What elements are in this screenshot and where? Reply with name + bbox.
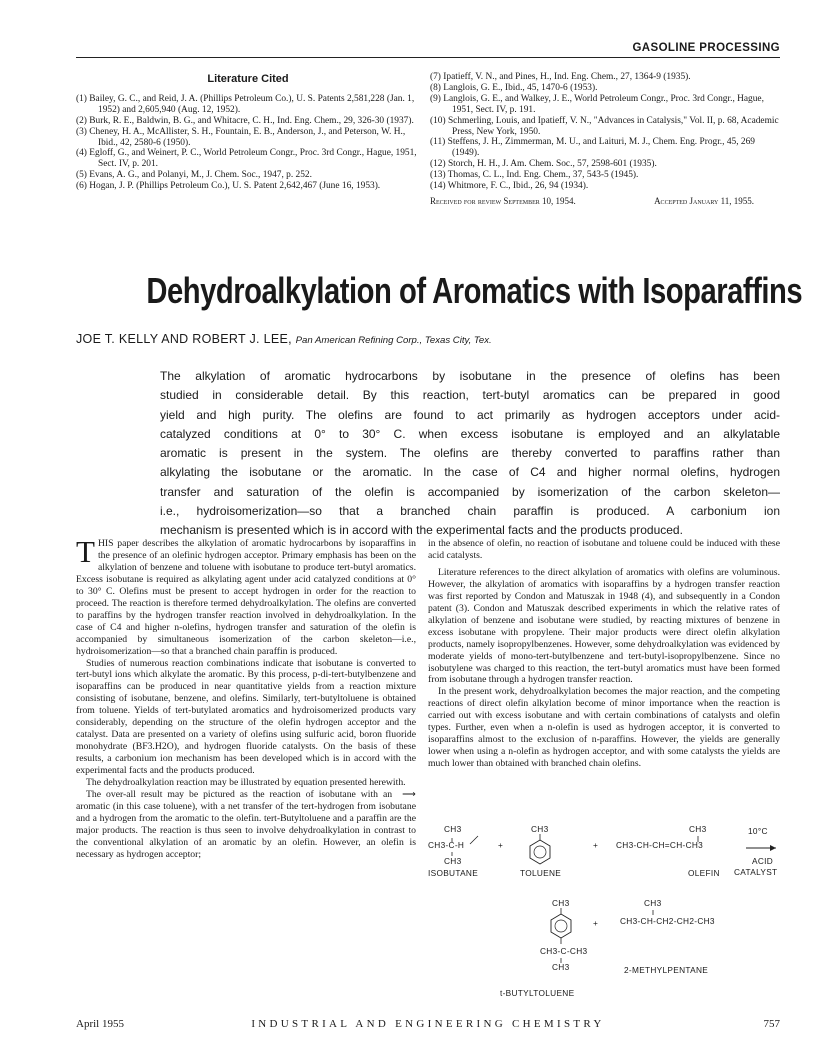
isobutane-formula: CH3 [444,856,462,866]
body-paragraph: THIS paper describes the alkylation of aromatic hydrocarbons by isoparaffins in the presence of an olefinic hydrogen acceptor. Primary emphasis has been on the alkylation of benzene and toluene with isobutane to produce tert-butyl aromatics. Excess isobutane is required as alkylating agent under acid catalyzed conditions at 0° to 30° C. Olefins must be present to accept hydrogen in order for the reaction to proceed. The reaction is therefore termed dehydroalkylation. The olefins are converted to paraffins by the hydrogen transfer reaction involved in dehydroalkylation. In the case of C4 and higher n-olefins, hydrogen transfer and saturation of the olefin is accompanied by simultaneous isomerization of the carbon skeleton—i.e., hydroisomerization—so that a branched chain paraffin is produced. [76,534,416,657]
author-line [76,332,780,346]
reference-item: (11) Steffens, J. H., Zimmerman, M. U., and Laituri, M. J., Chem. Eng. Progr., 45, 269 (1949). [430,137,755,159]
accepted-date: Accepted January 11, 1955. [654,195,754,206]
reference-item: (4) Egloff, G., and Weinert, P. C., World Petroleum Congr., Proc. 3rd Congr., Hague, 1951, Sect. IV, p. 201. [76,148,417,170]
product-formula: CH3-CH-CH2-CH2-CH3 [620,916,715,926]
body-right-column [428,538,780,770]
isobutane-formula: CH3 [444,824,462,834]
product-formula: CH3 [552,962,570,972]
reference-item: (13) Thomas, C. L., Ind. Eng. Chem., 37, 543-5 (1945). [430,170,639,181]
product-formula: CH3-C-CH3 [540,946,588,956]
body-paragraph: In the present work, dehydroalkylation becomes the major reaction, and the competing reactions of direct olefin alkylation become of minor importance when the reaction is carried out with excess isobutane and with certain combinations of catalysts and olefin types. Further, even when a n-olefin is used as hydrogen acceptor, it is converted to isoparaffins almost to the exclusion of n-paraffins. However, the yields are generally lower when using a n-olefin as hydrogen acceptor, and with some catalysts the yields are much lower than obtained with branched chain olefins. [428,686,780,770]
plus-sign: + [593,840,599,850]
product-formula: CH3 [644,898,662,908]
reference-item: (10) Schmerling, Louis, and Ipatieff, V. N., "Advances in Catalysis," Vol. II, p. 68, Academic Press, New York, 1950. [430,115,779,137]
abstract-line: The alkylation of aromatic hydrocarbons by isobutane in the presence of olefins has been [160,369,780,383]
toluene-label: TOLUENE [520,868,562,878]
author-names: JOE T. KELLY AND ROBERT J. LEE, [76,332,292,346]
references-title: Literature Cited [207,73,289,85]
olefin-formula: CH3-CH-CH=CH-CH3 [616,840,704,850]
isobutane-label: ISOBUTANE [428,868,479,878]
references-right-column [430,72,780,207]
olefin-formula: CH3 [689,824,707,834]
references-left-column [76,72,420,192]
abstract-line: i.e., hydroisomerization—so that a branched chain paraffin is produced. A carbonium ion [160,504,780,519]
received-line [430,196,780,207]
body-paragraph: The over-all result may be pictured as the reaction of isobutane with an aromatic (in this case toluene), with a net transfer of the tert-hydrogen from isobutane and a hydrogen from the aromatic to the olefin. tert-Butyltoluene and a paraffin are the major products. The reaction is thus seen to involve dehydroalkylation in contrast to the conventional alkylation of an aromatic by an olefin. However, an olefin is necessary as hydrogen acceptor; [76,789,416,860]
product-label: 2-METHYLPENTANE [624,965,709,975]
abstract-line: alkylating the isobutane or the aromatic. In the case of C4 and higher normal olefins, hydrogen [160,465,780,480]
reaction-scheme-drawing [428,818,780,1008]
product-label: t-BUTYLTOLUENE [500,988,575,998]
reference-item: (14) Whitmore, F. C., Ibid., 26, 94 (1934). [430,181,589,192]
reference-item: (8) Langlois, G. E., Ibid., 45, 1470-6 (1953). [430,82,598,93]
plus-sign: + [498,840,504,850]
header-rule [76,57,780,58]
abstract-line: transfer and saturation of the olefin is accompanied by isomerization of the carbon skeleton— [160,484,780,499]
body-paragraph: in the absence of olefin, no reaction of isobutane and toluene could be induced with these acid catalysts. [428,538,780,561]
reaction-scheme [428,818,780,1008]
reference-item: (3) Cheney, H. A., McAllister, S. H., Fountain, E. B., Anderson, J., and Peterson, W. H., Ibid., 42, 2580-6 (1950). [76,126,406,148]
abstract-line: catalyzed conditions at 0° to 30° C. when excess isobutane is employed and an alkylatable [160,426,780,441]
olefin-label: OLEFIN [688,868,720,878]
running-head: GASOLINE PROCESSING [632,42,780,54]
plus-sign: + [593,918,599,928]
benzene-ring-icon [530,834,550,864]
page-number: 757 [763,1018,780,1030]
received-date: Received for review September 10, 1954. [430,195,576,206]
abstract-line: yield and high purity. The olefins are found to act primarily as hydrogen acceptors under acid- [160,407,780,422]
abstract [160,367,780,541]
article-title: Dehydroalkylation of Aromatics with Isoparaffins [146,270,803,311]
abstract-line: studied in considerable detail. By this reaction, tert-butyl aromatics can be prepared in good [160,388,780,403]
product-formula: CH3 [552,898,570,908]
reference-item: (6) Hogan, J. P. (Phillips Petroleum Co.), U. S. Patent 2,642,467 (June 16, 1953). [76,181,381,192]
reference-item: (2) Burk, R. E., Baldwin, B. G., and Whitacre, C. H., Ind. Eng. Chem., 29, 326-30 (1937). [76,115,414,126]
benzene-ring-icon [551,908,571,944]
isobutane-formula: CH3-C-H [428,840,465,850]
catalyst-label: CATALYST [734,867,778,877]
body-paragraph: Studies of numerous reaction combinations indicate that isobutane is converted to tert-butyl ions which alkylate the aromatic. By this process, p-di-tert-butylbenzene and isoparaffins can be produced in near quantitative yields from a reaction mixture consisting of isobutane, benzene, and olefins. Similarly, tert-butyltoluene is obtained from toluene. Yields of tert-butylated aromatics and hydroisomerized products vary considerably, depending on the structure of the olefin hydrogen acceptor and the catalyst. Data are presented on a variety of olefins using sulfuric acid, boron fluoride monohydrate (BF3.H2O), and hydrogen fluoride catalysts. On the basis of these results, a carbonium ion mechanism has been developed which is in accord with the experimental facts and the products produced. [76,657,416,777]
reference-item: (12) Storch, H. H., J. Am. Chem. Soc., 57, 2598-601 (1935). [430,159,657,170]
drop-cap: T [76,534,95,569]
right-arrow-icon: ⟶ [402,789,416,801]
reference-item: (7) Ipatieff, V. N., and Pines, H., Ind. Eng. Chem., 27, 1364-9 (1935). [430,72,691,82]
body-paragraph: Literature references to the direct alkylation of aromatics with olefins are voluminous. However, the alkylation of aromatics with isoparaffins by a hydrogen transfer reaction was first reported by Condon and Matuszak in 1948 (4), and subsequently in a Condon patent (3). Condon and Matuszak described experiments in which the relative rates of alkylation of benzene and isobutane were studied, by reacting mixtures of benzene in excess isobutane with propylene. Their major products were direct olefin alkylation products, namely isopropylbenzenes. However, some dehydroalkylation was evidenced by moderate yields of mono-tert-butylbenzene and tert-butyl-isopropylbenzene. Since no isobutylene was charged to this reaction, the tert-butyl aromatics must have been formed from isobutane through a hydrogen transfer reaction. [428,566,780,686]
abstract-line: mechanism is presented which is in accord with the experimental facts and the products produced. [160,523,683,538]
issue-date: April 1955 [76,1018,124,1030]
body-left-column [76,534,416,861]
journal-name: INDUSTRIAL AND ENGINEERING CHEMISTRY [251,1018,605,1030]
catalyst-label: ACID [752,856,774,866]
reference-item: (5) Evans, A. G., and Polanyi, M., J. Chem. Soc., 1947, p. 252. [76,170,312,181]
author-affiliation: Pan American Refining Corp., Texas City, Tex. [295,335,492,346]
reference-item: (1) Bailey, G. C., and Reid, J. A. (Phillips Petroleum Co.), U. S. Patents 2,581,228 (Jan. 1, 1952) and 2,605,940 (Aug. 12, 1952). [76,93,415,115]
body-paragraph: The dehydroalkylation reaction may be illustrated by equation presented herewith. ⟶ [86,777,416,801]
toluene-formula: CH3 [531,824,549,834]
reaction-temperature: 10°C [748,826,768,836]
abstract-line: aromatic is present in the system. The olefins are thereby converted to paraffins rather than [160,446,780,461]
reference-item: (9) Langlois, G. E., and Walkey, J. E., World Petroleum Congr., Proc. 3rd Congr., Hague, 1951, Sect. IV, p. 191. [430,93,764,115]
